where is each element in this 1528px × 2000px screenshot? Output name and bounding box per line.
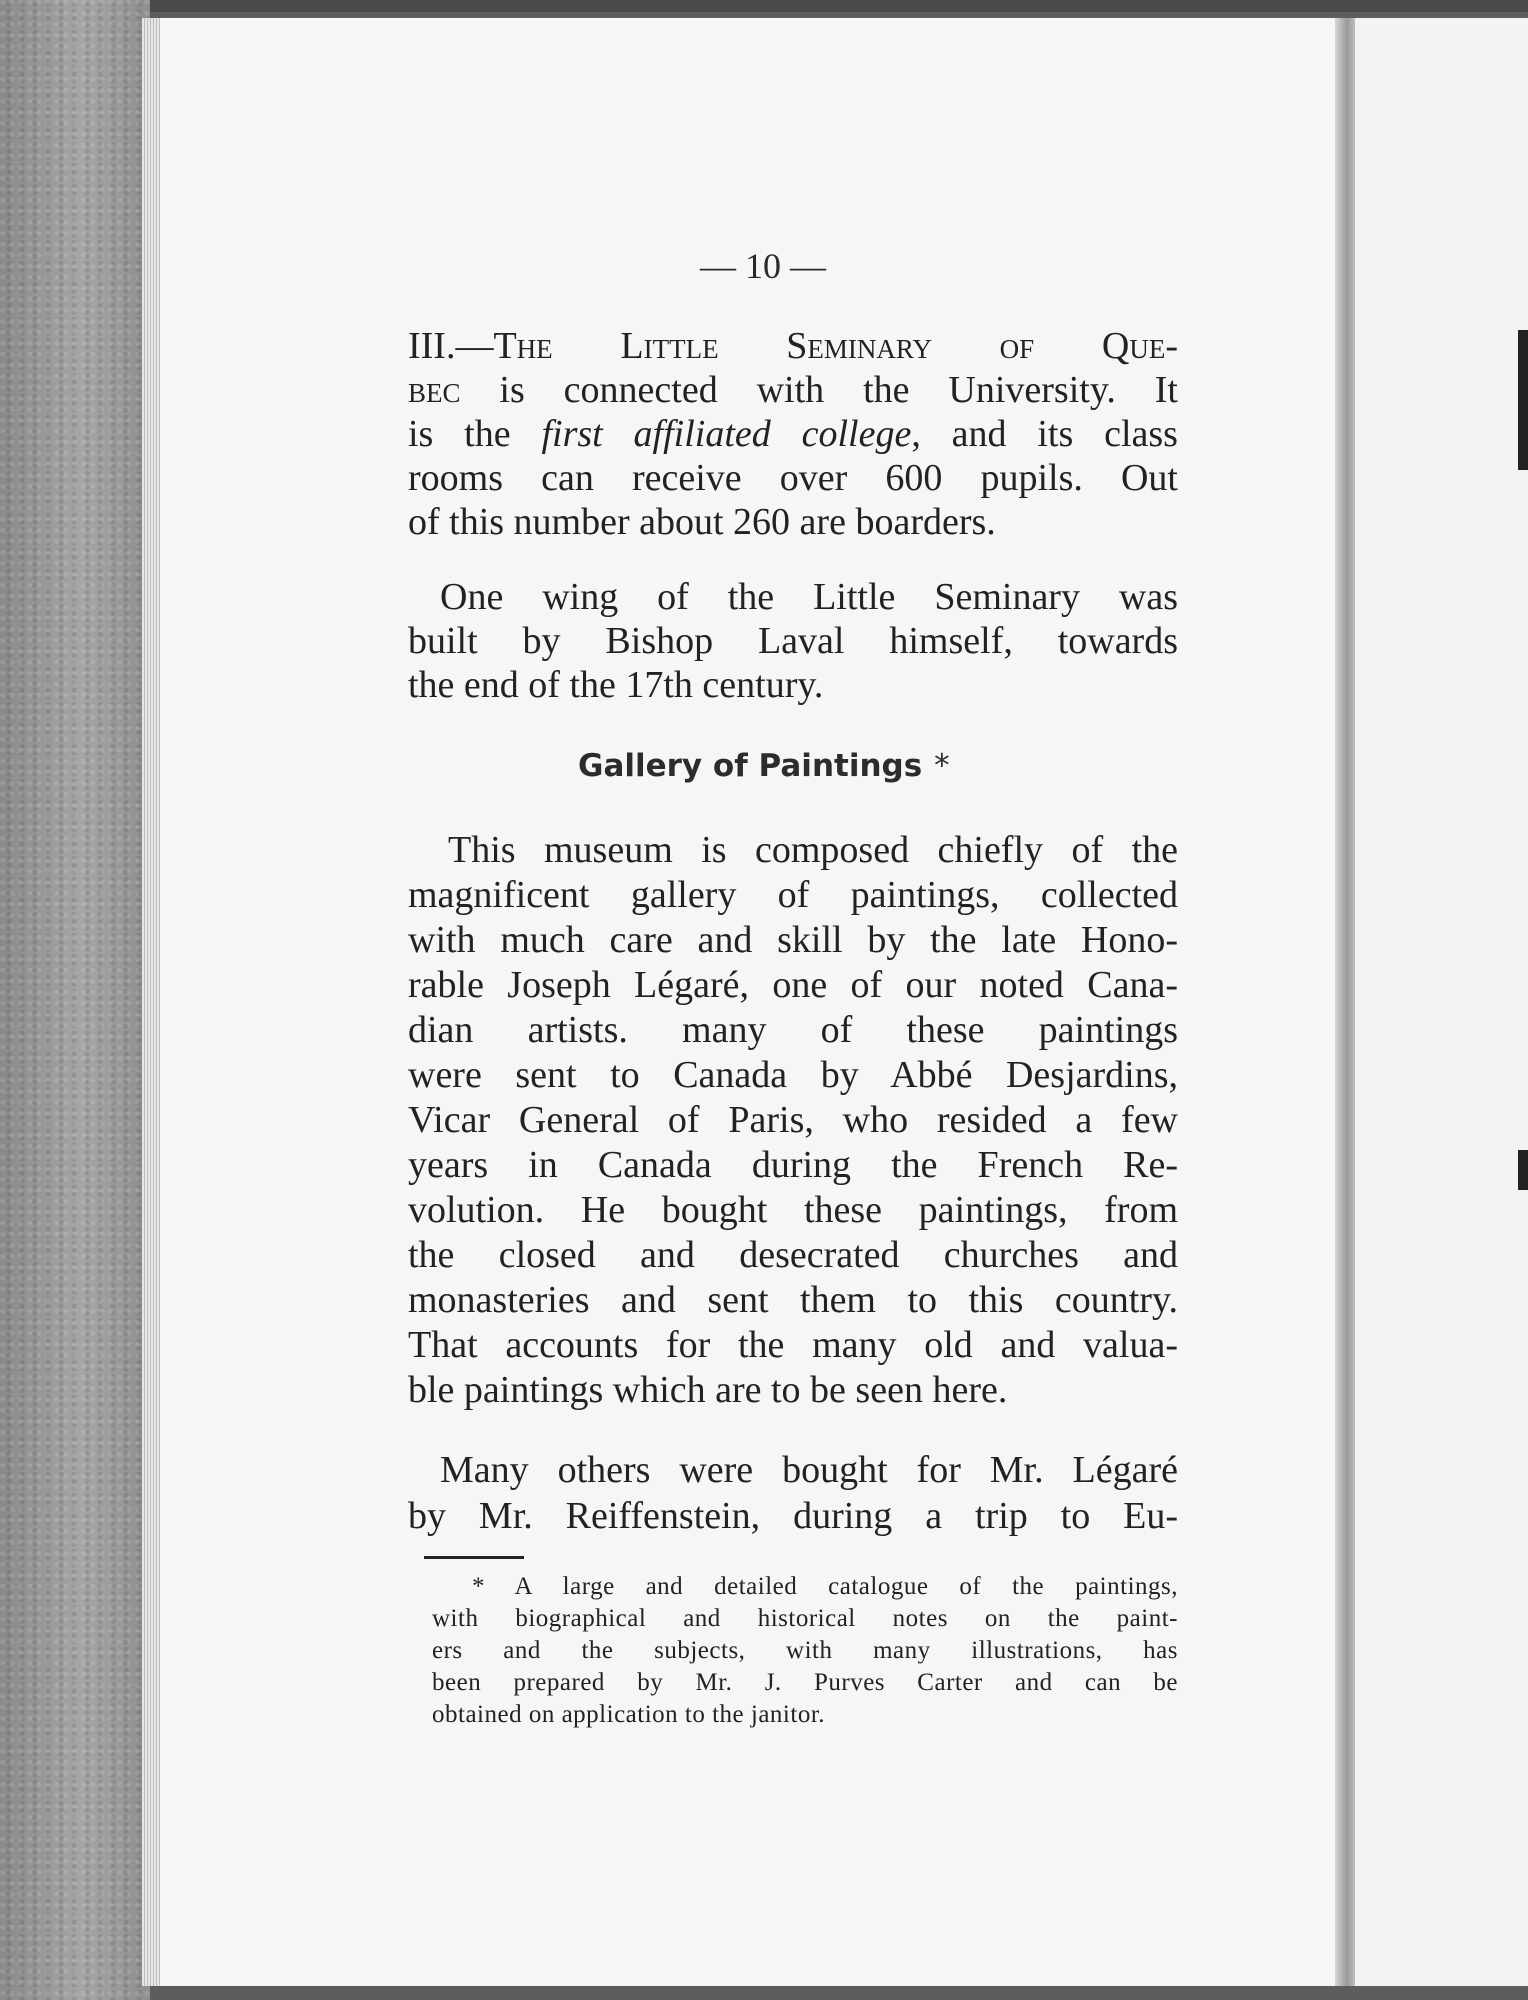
paragraph-line: built by Bishop Laval himself, towards: [408, 620, 1178, 662]
paragraph-line: bec is connected with the University. It: [408, 369, 1178, 411]
page-number: — 10 —: [700, 246, 826, 286]
paragraph-line: III.—The Little Seminary of Que-: [408, 325, 1178, 367]
facing-page-mark: [1518, 1150, 1528, 1190]
paragraph-line: the closed and desecrated churches and: [408, 1234, 1178, 1276]
section-heading-text: Gallery of Paintings: [578, 748, 923, 784]
paragraph-line: ble paintings which are to be seen here.: [408, 1369, 1008, 1411]
paragraph-line: That accounts for the many old and valua-: [408, 1324, 1178, 1366]
facing-page-mark: [1518, 330, 1528, 470]
paragraph-line: years in Canada during the French Re-: [408, 1144, 1178, 1186]
paragraph-line: Many others were bought for Mr. Légaré: [440, 1449, 1178, 1491]
paragraph-line: were sent to Canada by Abbé Desjardins,: [408, 1054, 1178, 1096]
paragraph-line: magnificent gallery of paintings, collected: [408, 874, 1178, 916]
paragraph-line: with much care and skill by the late Hono-: [408, 919, 1178, 961]
paragraph-line: is the first affiliated college, and its class: [408, 413, 1178, 455]
footnote-line: obtained on application to the janitor.: [432, 1701, 826, 1728]
paragraph-line: rooms can receive over 600 pupils. Out: [408, 457, 1178, 499]
footnote-line: * A large and detailed catalogue of the paintings,: [472, 1573, 1178, 1600]
footnote-line: ers and the subjects, with many illustrations, has: [432, 1637, 1178, 1664]
paragraph-line: volution. He bought these paintings, from: [408, 1189, 1178, 1231]
paragraph-line: the end of the 17th century.: [408, 664, 824, 706]
footnote-line: been prepared by Mr. J. Purves Carter and can be: [432, 1669, 1178, 1696]
paragraph-line: monasteries and sent them to this country.: [408, 1279, 1178, 1321]
paragraph-line: One wing of the Little Seminary was: [440, 576, 1178, 618]
paragraph-line: dian artists. many of these paintings: [408, 1009, 1178, 1051]
paragraph-line: by Mr. Reiffenstein, during a trip to Eu-: [408, 1495, 1178, 1537]
paragraph-line: of this number about 260 are boarders.: [408, 501, 996, 543]
paragraph-line: Vicar General of Paris, who resided a few: [408, 1099, 1178, 1141]
footnote-rule: [424, 1556, 524, 1559]
paragraph-line: This museum is composed chiefly of the: [448, 829, 1178, 871]
book-gutter: [1335, 18, 1355, 1986]
section-heading: [578, 748, 950, 784]
footnote-line: with biographical and historical notes on the paint-: [432, 1605, 1178, 1632]
footnote-marker: *: [934, 748, 950, 784]
facing-page: [1355, 18, 1528, 1986]
scan-top-shadow: [0, 0, 1528, 12]
book-cover-board: [0, 0, 150, 2000]
paragraph-line: rable Joseph Légaré, one of our noted Cana-: [408, 964, 1178, 1006]
